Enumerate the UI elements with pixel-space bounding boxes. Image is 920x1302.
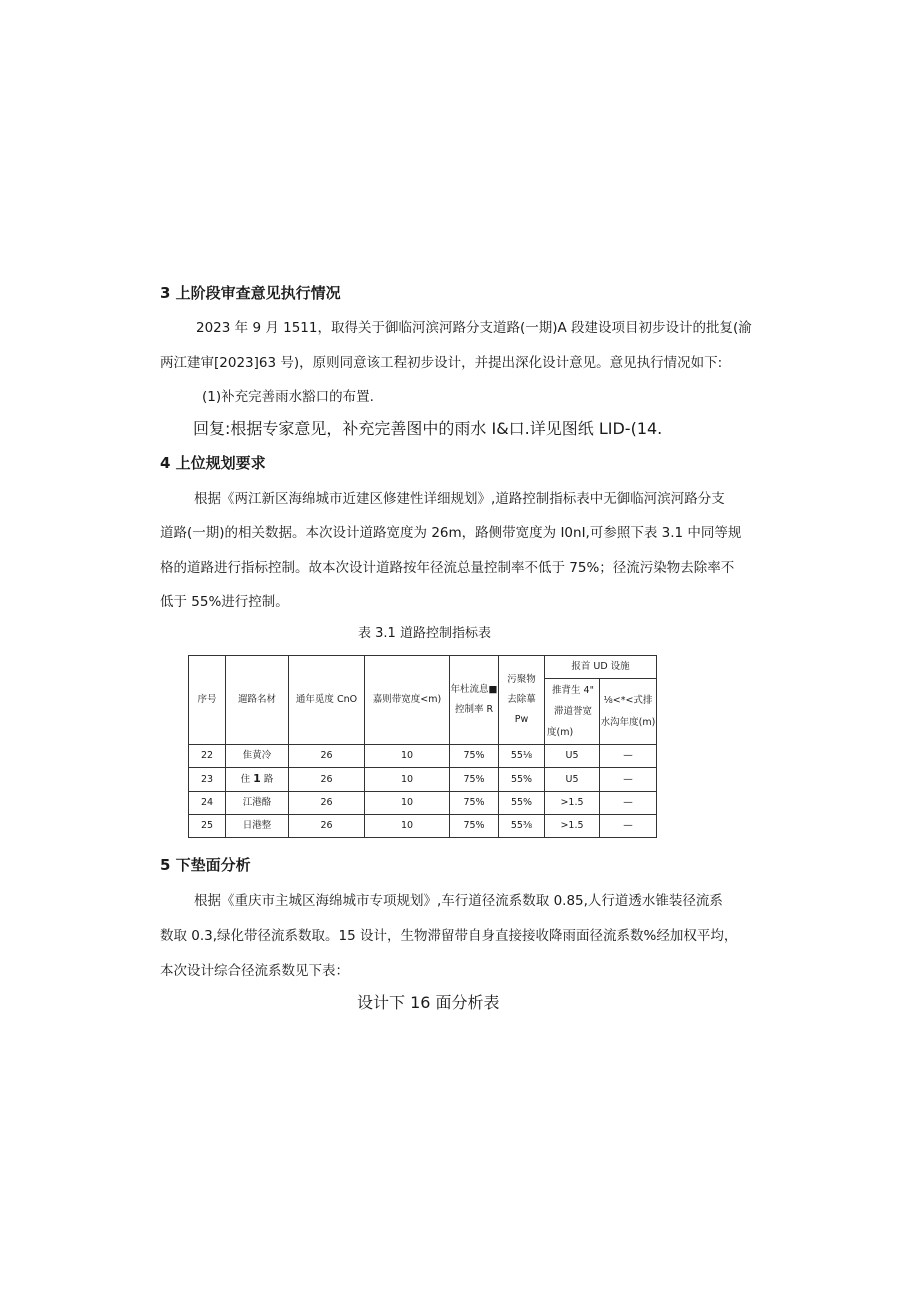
header-lid-group: 报首 UD 设施	[545, 656, 657, 679]
cell-width: 26	[289, 745, 365, 768]
header-rate-line2: 控制率 R	[454, 704, 494, 715]
section4-heading: 4 上位规划要求	[160, 454, 266, 472]
cell-name: 日港整	[226, 815, 289, 838]
header-width: 通年觅度 CnO	[289, 656, 365, 745]
section4-line4: 低于 55%进行控制。	[160, 594, 289, 610]
header-lid1	[545, 679, 600, 745]
cell-seq: 25	[189, 815, 226, 838]
header-pollutant	[499, 656, 545, 745]
cell-name-part2: 1	[253, 772, 261, 785]
cell-pollutant: 55%	[499, 792, 545, 815]
cell-pollutant: 55%	[499, 768, 545, 792]
cell-seq: 24	[189, 792, 226, 815]
section4-line1: 根据《两江新区海绵城市近建区修建性详细规划》,道路控制指标表中无御临河滨河路分支	[194, 491, 725, 507]
header-lid2	[600, 679, 657, 745]
section5-line3: 本次设计综合径流系数见下表：	[160, 963, 349, 979]
cell-lid1: >1.5	[545, 815, 600, 838]
cell-name: 隹黄冷	[226, 745, 289, 768]
section3-para-line2: 两江建审[2023]63 号)，原则同意该工程初步设计，并提出深化设计意见。意见执行情况如下:	[160, 355, 723, 371]
cell-name	[226, 768, 289, 792]
header-poll-line3: Pw	[514, 714, 529, 725]
section4-line2: 道路(一期)的相关数据。本次设计道路宽度为 26m，路侧带宽度为 I0nI,可参照下表 3.1 中同等规	[160, 525, 742, 541]
cell-rate: 75%	[450, 815, 499, 838]
cell-side: 10	[365, 792, 450, 815]
cell-lid1: U5	[545, 768, 600, 792]
cell-name-part1: 住	[240, 774, 251, 785]
analysis-table-caption: 设计下 16 面分析表	[357, 993, 500, 1012]
section3-heading: 3 上阶段审查意见执行情况	[160, 284, 341, 302]
cell-pollutant: 55⅛	[499, 745, 545, 768]
cell-side: 10	[365, 768, 450, 792]
header-side-width: 嘉则带宽度<m)	[365, 656, 450, 745]
cell-name-part3: 路	[263, 774, 274, 785]
section5-line1: 根据《重庆市主城区海绵城市专项规划》,车行道径流系数取 0.85,人行道透水锥装径流系	[194, 893, 723, 909]
header-poll-line1: 污聚物	[507, 674, 536, 685]
cell-width: 26	[289, 815, 365, 838]
cell-rate: 75%	[450, 745, 499, 768]
header-lid1-line3: 度(m)	[547, 726, 574, 738]
cell-rate: 75%	[450, 768, 499, 792]
section4-line3: 格的道路进行指标控制。故本次设计道路按年径流总量控制率不低于 75%；径流污染物去除率不	[160, 560, 735, 576]
cell-lid2: —	[600, 768, 657, 792]
cell-lid2: —	[600, 745, 657, 768]
cell-side: 10	[365, 745, 450, 768]
cell-width: 26	[289, 768, 365, 792]
cell-seq: 22	[189, 745, 226, 768]
header-lid1-line1: 推背生 4"	[552, 684, 594, 696]
cell-rate: 75%	[450, 792, 499, 815]
header-lid2-line2: 水沟年度(m)	[600, 716, 656, 728]
header-rate	[450, 656, 499, 745]
cell-lid2: —	[600, 815, 657, 838]
header-lid2-line1: ⅛<*<式排	[603, 694, 653, 706]
header-seq: 序号	[189, 656, 226, 745]
cell-seq: 23	[189, 768, 226, 792]
section3-item1: (1)补充完善雨水豁口的布置.	[202, 389, 374, 405]
header-rate-line1: 年杜流息■	[450, 684, 498, 695]
section5-line2: 数取 0.3,绿化带径流系数取。15 设计，生物滞留带自身直接接收降雨面径流系数%经加权平均，	[160, 928, 738, 944]
table-row	[189, 815, 657, 838]
section3-reply: 回复:根据专家意见，补充完善图中的雨水 I&口.详见图纸 LID-(14.	[193, 419, 663, 438]
cell-lid1: >1.5	[545, 792, 600, 815]
cell-name: 江港酪	[226, 792, 289, 815]
cell-lid2: —	[600, 792, 657, 815]
table-caption: 表 3.1 道路控制指标表	[358, 626, 491, 641]
header-lid1-line2: 滞道誉宽	[553, 705, 592, 717]
table-row	[189, 792, 657, 815]
section3-para-line1: 2023 年 9 月 1511，取得关于御临河滨河路分支道路(一期)A 段建设项目初步设计的批复(渝	[196, 320, 752, 336]
table-row	[189, 745, 657, 768]
road-control-table	[188, 655, 657, 838]
table-row	[189, 768, 657, 792]
header-poll-line2: 去除蓽	[507, 694, 536, 705]
cell-lid1: U5	[545, 745, 600, 768]
section5-heading: 5 下垫面分析	[160, 856, 251, 874]
header-name: 遛路名材	[226, 656, 289, 745]
cell-side: 10	[365, 815, 450, 838]
cell-width: 26	[289, 792, 365, 815]
cell-pollutant: 55⅜	[499, 815, 545, 838]
